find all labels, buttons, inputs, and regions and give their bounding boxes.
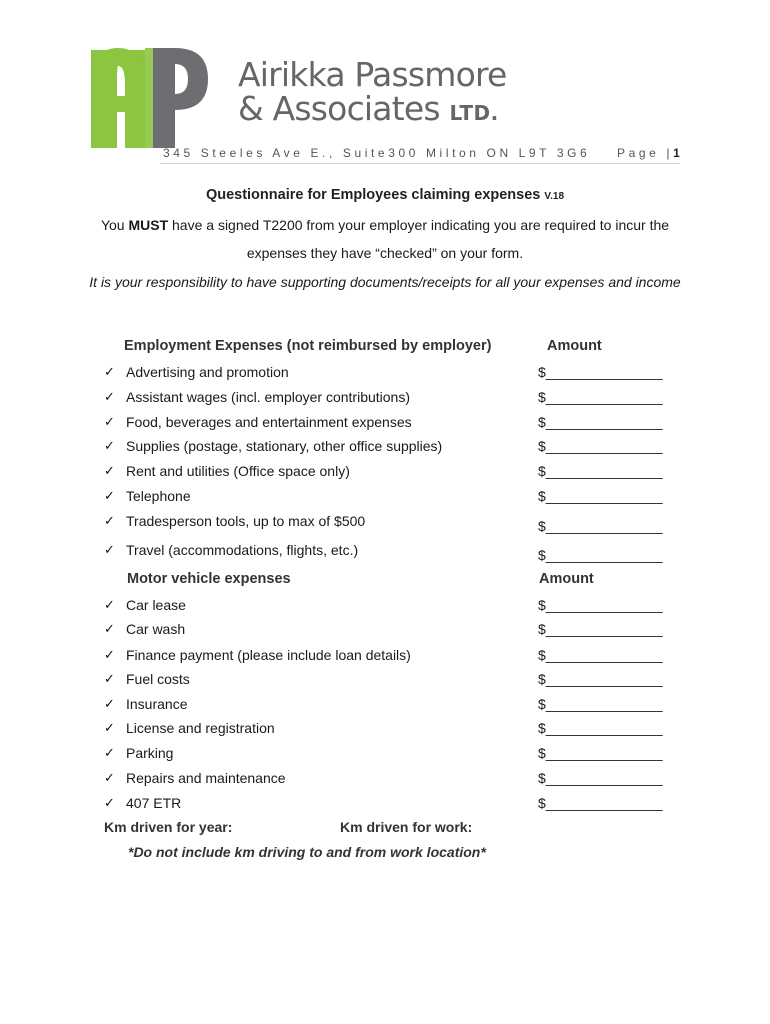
amount-field[interactable]: $_______________ [538, 745, 663, 761]
checkmark-icon: ✓ [104, 597, 115, 612]
amount-field[interactable]: $_______________ [538, 547, 663, 563]
expense-label: Insurance [126, 696, 188, 712]
version-label: V.18 [544, 191, 565, 202]
expense-row [104, 414, 674, 434]
logo-a-window [117, 84, 125, 96]
amount-field[interactable]: $_______________ [538, 518, 663, 534]
expense-row [104, 647, 674, 667]
expense-row [104, 795, 674, 815]
expense-label: Telephone [126, 488, 191, 504]
vehicle-heading: Motor vehicle expenses [127, 571, 291, 587]
document-title [0, 187, 770, 203]
company-name-line2 [238, 89, 507, 130]
expense-row [104, 720, 674, 740]
checkmark-icon: ✓ [104, 542, 115, 557]
checkmark-icon: ✓ [104, 647, 115, 662]
amount-field[interactable]: $_______________ [538, 463, 663, 479]
expense-row [104, 671, 674, 691]
checkmark-icon: ✓ [104, 389, 115, 404]
amount-field[interactable]: $_______________ [538, 438, 663, 454]
checkmark-icon: ✓ [104, 621, 115, 636]
expense-row [104, 438, 674, 458]
expense-label: Tradesperson tools, up to max of $500 [126, 513, 366, 529]
logo-a-bar [91, 96, 145, 112]
responsibility-note: It is your responsibility to have supporting documents/receipts for all your expenses and income [89, 274, 681, 290]
expense-label: License and registration [126, 720, 275, 736]
expense-row [104, 597, 674, 617]
intro-rest: have a signed T2200 from your employer indicating you are required to incur the [172, 217, 670, 233]
expense-row [104, 364, 674, 384]
vehicle-amount-heading: Amount [539, 571, 594, 587]
intro-you: You [100, 217, 125, 233]
company-name-associates: & Associates [238, 89, 440, 128]
logo-p-stem [153, 48, 175, 148]
expense-label: Rent and utilities (Office space only) [126, 463, 350, 479]
expense-row [104, 513, 674, 533]
amount-field[interactable]: $_______________ [538, 488, 663, 504]
page-label: Page | [617, 146, 674, 160]
amount-field[interactable]: $_______________ [538, 389, 663, 405]
expense-label: Parking [126, 745, 174, 761]
intro-line-2: expenses they have “checked” on your form. [246, 245, 524, 261]
expense-label: Car lease [126, 597, 186, 613]
checkmark-icon: ✓ [104, 696, 115, 711]
employment-heading: Employment Expenses (not reimbursed by employer) [124, 338, 492, 354]
company-name [238, 55, 507, 130]
checkmark-icon: ✓ [104, 438, 115, 453]
company-address: 345 Steeles Ave E., Suite300 Milton ON L9T 3G6 [163, 146, 591, 160]
logo-p-bowl [175, 48, 208, 110]
expense-row [104, 389, 674, 409]
employment-amount-heading: Amount [547, 338, 602, 354]
checkmark-icon: ✓ [104, 463, 115, 478]
expense-label: Supplies (postage, stationary, other office supplies) [126, 438, 443, 454]
checkmark-icon: ✓ [104, 770, 115, 785]
amount-field[interactable]: $_______________ [538, 696, 663, 712]
page-number: 1 [673, 146, 680, 160]
amount-field[interactable]: $_______________ [538, 414, 663, 430]
intro-line-1 [0, 217, 770, 233]
company-name-line1: Airikka Passmore [238, 55, 507, 94]
expense-row [104, 463, 674, 483]
expense-row [104, 745, 674, 765]
expense-row [104, 488, 674, 508]
logo-p-overlap [145, 48, 153, 148]
expense-row [104, 696, 674, 716]
company-logo [88, 44, 210, 148]
expense-label: Advertising and promotion [126, 364, 289, 380]
checkmark-icon: ✓ [104, 745, 115, 760]
checkmark-icon: ✓ [104, 364, 115, 379]
checkmark-icon: ✓ [104, 488, 115, 503]
amount-field[interactable]: $_______________ [538, 621, 663, 637]
intro-must: MUST [128, 217, 169, 233]
expense-label: Assistant wages (incl. employer contributions) [126, 389, 411, 405]
amount-field[interactable]: $_______________ [538, 597, 663, 613]
page-indicator [617, 146, 680, 160]
km-year-label: Km driven for year: [104, 819, 233, 835]
amount-field[interactable]: $_______________ [538, 720, 663, 736]
expense-label: Fuel costs [126, 671, 190, 687]
amount-field[interactable]: $_______________ [538, 770, 663, 786]
expense-label: Finance payment (please include loan details) [126, 647, 411, 663]
checkmark-icon: ✓ [104, 671, 115, 686]
km-note: *Do not include km driving to and from work location* [128, 844, 486, 860]
header-divider [160, 163, 680, 164]
checkmark-icon: ✓ [104, 513, 115, 528]
expense-label: Repairs and maintenance [126, 770, 286, 786]
expense-row [104, 542, 674, 562]
expense-label: Car wash [126, 621, 186, 637]
expense-label: Travel (accommodations, flights, etc.) [126, 542, 359, 558]
expense-row [104, 621, 674, 641]
amount-field[interactable]: $_______________ [538, 647, 663, 663]
amount-field[interactable]: $_______________ [538, 364, 663, 380]
checkmark-icon: ✓ [104, 795, 115, 810]
company-suffix: LTD. [449, 101, 499, 125]
expense-row [104, 770, 674, 790]
title-text: Questionnaire for Employees claiming expenses [205, 187, 541, 203]
amount-field[interactable]: $_______________ [538, 795, 663, 811]
km-work-label: Km driven for work: [340, 819, 473, 835]
amount-field[interactable]: $_______________ [538, 671, 663, 687]
expense-label: 407 ETR [126, 795, 182, 811]
checkmark-icon: ✓ [104, 720, 115, 735]
expense-label: Food, beverages and entertainment expenses [126, 414, 412, 430]
checkmark-icon: ✓ [104, 414, 115, 429]
